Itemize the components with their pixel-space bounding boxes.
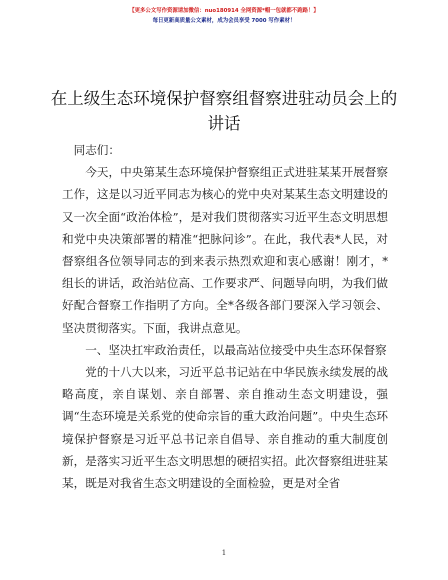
- promo-banner-line-2: 每日更新高质量公文素材，成为会员享受 7000 写作素材！: [152, 18, 296, 24]
- promo-banner-line-1: 【更多公文写作资源请加微信：nuo180914 全网资源*帽一包就都不跑路！】: [129, 8, 319, 14]
- paragraph-intro: 今天，中央第某生态环境保护督察组正式进驻某某开展督察工作，这是以习近平同志为核心的党中央对某某生态文明建设的又一次全面“政治体检”，是对我们贯彻落实习近平生态文明思想和党中央决策部署的精准“把脉问诊”。在此，我代表*人民，对督察组各位领导同志的到来表示热烈欢迎和衷心感谢！刚才，*组长的讲话，政治站位高、工作要求严、问题导向明，为我们做好配合督察工作指明了方向。全*各级各部门要深入学习领会、坚决贯彻落实。下面，我讲点意见。: [62, 165, 388, 335]
- paragraph-section-1: 党的十八大以来，习近平总书记站在中华民族永续发展的战略高度，亲自谋划、亲自部署、亲自推动生态文明建设，强调“生态环境是关系党的使命宗旨的重大政治问题”。中央生态环境保护督察是习近平总书记亲自倡导、亲自推动的重大制度创新，是落实习近平生态文明思想的硬招实招。此次督察组进驻某某，既是对我省生态文明建设的全面检验，更是对全省: [62, 365, 388, 491]
- section-heading-1: 一、坚决扛牢政治责任，以最高站位接受中央生态环保督察: [85, 342, 387, 357]
- promo-banner: [0, 6, 448, 26]
- document-title: 在上级生态环境保护督察组督察进驻动员会上的讲话: [50, 89, 398, 133]
- page-number: 1: [221, 549, 227, 557]
- document-body: [62, 139, 388, 494]
- salutation: 同志们：: [73, 143, 120, 157]
